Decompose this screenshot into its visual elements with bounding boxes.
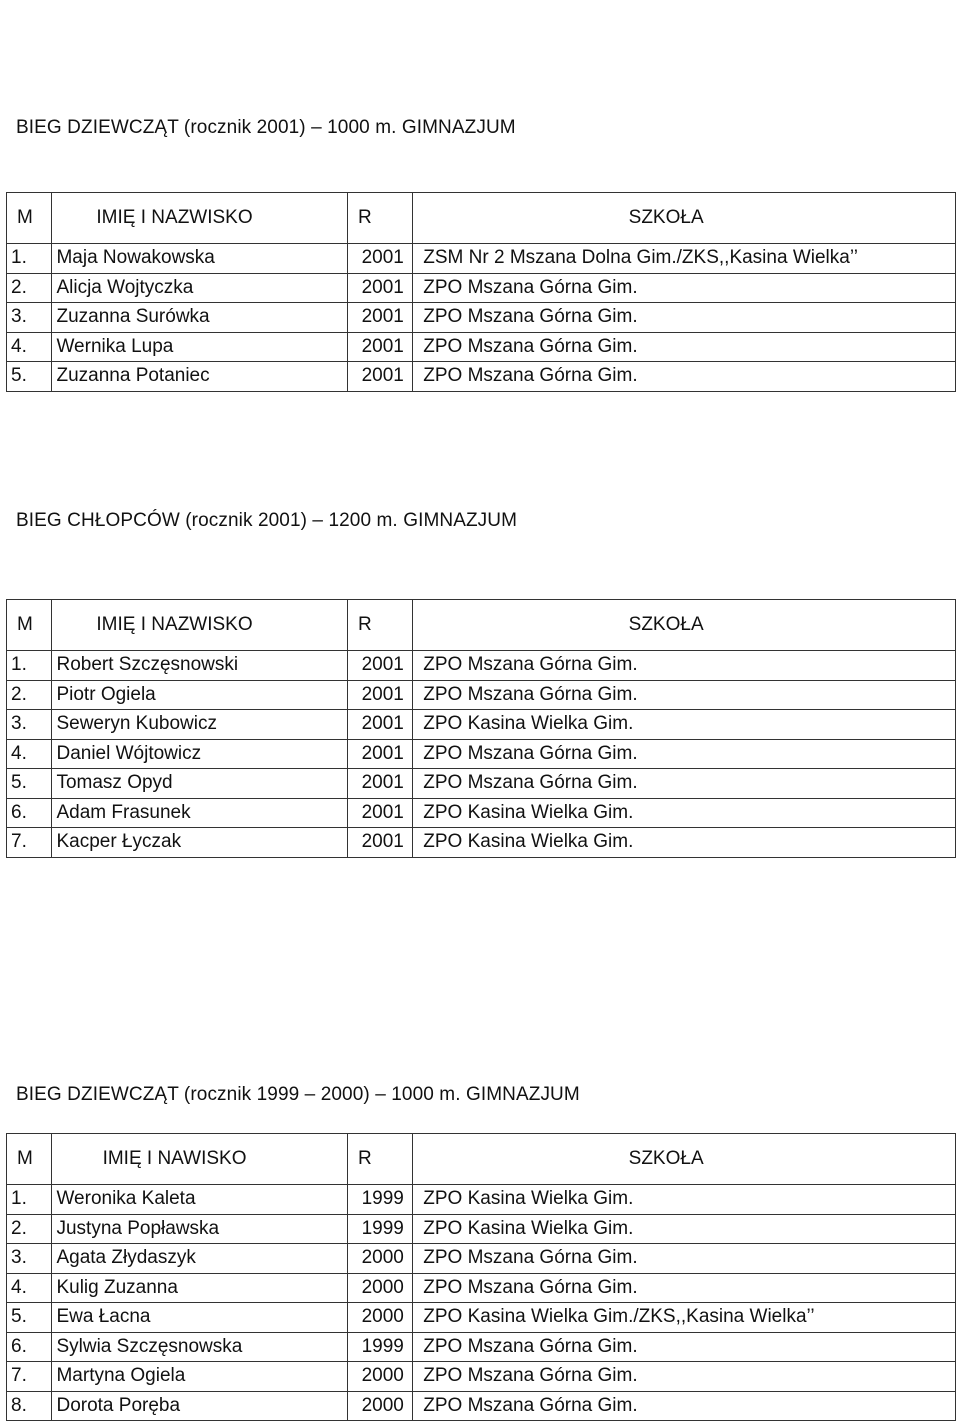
school-cell: ZPO Mszana Górna Gim. [413, 332, 956, 362]
table-header-row [7, 600, 956, 651]
school-cell: ZPO Mszana Górna Gim. [413, 651, 956, 681]
name-cell: Tomasz Opyd [52, 769, 347, 799]
header-place: M [7, 1134, 52, 1185]
place-cell: 3. [7, 303, 52, 333]
name-cell: Martyna Ogiela [52, 1362, 347, 1392]
year-cell: 2001 [347, 739, 413, 769]
year-cell: 2001 [347, 303, 413, 333]
place-cell: 1. [7, 244, 52, 274]
year-cell: 2001 [347, 651, 413, 681]
school-cell: ZPO Kasina Wielka Gim. [413, 1214, 956, 1244]
place-cell: 7. [7, 1362, 52, 1392]
school-cell: ZPO Mszana Górna Gim. [413, 739, 956, 769]
table-row [7, 798, 956, 828]
name-cell: Seweryn Kubowicz [52, 710, 347, 740]
table-row [7, 1214, 956, 1244]
place-cell: 1. [7, 1185, 52, 1215]
table-row [7, 710, 956, 740]
table-header-row [7, 1134, 956, 1185]
year-cell: 1999 [347, 1185, 413, 1215]
header-name: IMIĘ I NAZWISKO [52, 600, 347, 651]
table-row [7, 1362, 956, 1392]
table-row [7, 739, 956, 769]
table-row [7, 1244, 956, 1274]
table-row [7, 303, 956, 333]
year-cell: 2001 [347, 798, 413, 828]
year-cell: 2001 [347, 273, 413, 303]
name-cell: Daniel Wójtowicz [52, 739, 347, 769]
place-cell: 2. [7, 680, 52, 710]
school-cell: ZPO Mszana Górna Gim. [413, 303, 956, 333]
year-cell: 2000 [347, 1244, 413, 1274]
year-cell: 2001 [347, 244, 413, 274]
place-cell: 5. [7, 1303, 52, 1333]
table-row [7, 1332, 956, 1362]
school-cell: ZPO Mszana Górna Gim. [413, 1332, 956, 1362]
school-cell: ZPO Mszana Górna Gim. [413, 769, 956, 799]
place-cell: 4. [7, 332, 52, 362]
header-name: IMIĘ I NAZWISKO [52, 193, 347, 244]
place-cell: 2. [7, 1214, 52, 1244]
name-cell: Agata Złydaszyk [52, 1244, 347, 1274]
name-cell: Weronika Kaleta [52, 1185, 347, 1215]
table-row [7, 1185, 956, 1215]
header-year: R [347, 600, 413, 651]
school-cell: ZPO Mszana Górna Gim. [413, 362, 956, 392]
place-cell: 5. [7, 362, 52, 392]
year-cell: 2001 [347, 680, 413, 710]
name-cell: Dorota Poręba [52, 1391, 347, 1421]
place-cell: 4. [7, 739, 52, 769]
header-school: SZKOŁA [413, 193, 956, 244]
year-cell: 2001 [347, 828, 413, 858]
name-cell: Kulig Zuzanna [52, 1273, 347, 1303]
year-cell: 2000 [347, 1391, 413, 1421]
table-row [7, 828, 956, 858]
results-table [6, 192, 956, 392]
year-cell: 1999 [347, 1214, 413, 1244]
header-place: M [7, 193, 52, 244]
name-cell: Justyna Popławska [52, 1214, 347, 1244]
table-row [7, 1273, 956, 1303]
place-cell: 5. [7, 769, 52, 799]
header-name: IMIĘ I NAWISKO [52, 1134, 347, 1185]
year-cell: 2001 [347, 362, 413, 392]
table-row [7, 332, 956, 362]
name-cell: Adam Frasunek [52, 798, 347, 828]
place-cell: 7. [7, 828, 52, 858]
table-header-row [7, 193, 956, 244]
table-row [7, 1303, 956, 1333]
school-cell: ZPO Kasina Wielka Gim./ZKS,,Kasina Wielka’’ [413, 1303, 956, 1333]
name-cell: Zuzanna Potaniec [52, 362, 347, 392]
year-cell: 2001 [347, 332, 413, 362]
place-cell: 3. [7, 1244, 52, 1274]
header-year: R [347, 1134, 413, 1185]
school-cell: ZPO Mszana Górna Gim. [413, 680, 956, 710]
table-row [7, 244, 956, 274]
school-cell: ZSM Nr 2 Mszana Dolna Gim./ZKS,,Kasina Wielka’’ [413, 244, 956, 274]
name-cell: Alicja Wojtyczka [52, 273, 347, 303]
year-cell: 2001 [347, 769, 413, 799]
table-row [7, 651, 956, 681]
school-cell: ZPO Mszana Górna Gim. [413, 273, 956, 303]
table-row [7, 362, 956, 392]
place-cell: 4. [7, 1273, 52, 1303]
year-cell: 1999 [347, 1332, 413, 1362]
section-title: BIEG DZIEWCZĄT (rocznik 2001) – 1000 m. GIMNAZJUM [16, 117, 516, 138]
year-cell: 2001 [347, 710, 413, 740]
year-cell: 2000 [347, 1362, 413, 1392]
school-cell: ZPO Kasina Wielka Gim. [413, 710, 956, 740]
year-cell: 2000 [347, 1273, 413, 1303]
name-cell: Kacper Łyczak [52, 828, 347, 858]
school-cell: ZPO Mszana Górna Gim. [413, 1362, 956, 1392]
school-cell: ZPO Kasina Wielka Gim. [413, 798, 956, 828]
table-row [7, 273, 956, 303]
table-row [7, 1391, 956, 1421]
section-title: BIEG CHŁOPCÓW (rocznik 2001) – 1200 m. GIMNAZJUM [16, 510, 518, 531]
name-cell: Sylwia Szczęsnowska [52, 1332, 347, 1362]
place-cell: 6. [7, 798, 52, 828]
year-cell: 2000 [347, 1303, 413, 1333]
name-cell: Zuzanna Surówka [52, 303, 347, 333]
name-cell: Maja Nowakowska [52, 244, 347, 274]
school-cell: ZPO Mszana Górna Gim. [413, 1273, 956, 1303]
header-school: SZKOŁA [413, 600, 956, 651]
section-title: BIEG DZIEWCZĄT (rocznik 1999 – 2000) – 1000 m. GIMNAZJUM [16, 1084, 580, 1105]
school-cell: ZPO Kasina Wielka Gim. [413, 828, 956, 858]
header-year: R [347, 193, 413, 244]
header-place: M [7, 600, 52, 651]
table-row [7, 680, 956, 710]
name-cell: Robert Szczęsnowski [52, 651, 347, 681]
place-cell: 6. [7, 1332, 52, 1362]
school-cell: ZPO Mszana Górna Gim. [413, 1244, 956, 1274]
place-cell: 8. [7, 1391, 52, 1421]
name-cell: Piotr Ogiela [52, 680, 347, 710]
table-row [7, 769, 956, 799]
place-cell: 2. [7, 273, 52, 303]
header-school: SZKOŁA [413, 1134, 956, 1185]
results-table [6, 599, 956, 858]
place-cell: 3. [7, 710, 52, 740]
name-cell: Wernika Lupa [52, 332, 347, 362]
name-cell: Ewa Łacna [52, 1303, 347, 1333]
place-cell: 1. [7, 651, 52, 681]
school-cell: ZPO Kasina Wielka Gim. [413, 1185, 956, 1215]
school-cell: ZPO Mszana Górna Gim. [413, 1391, 956, 1421]
results-table [6, 1133, 956, 1421]
